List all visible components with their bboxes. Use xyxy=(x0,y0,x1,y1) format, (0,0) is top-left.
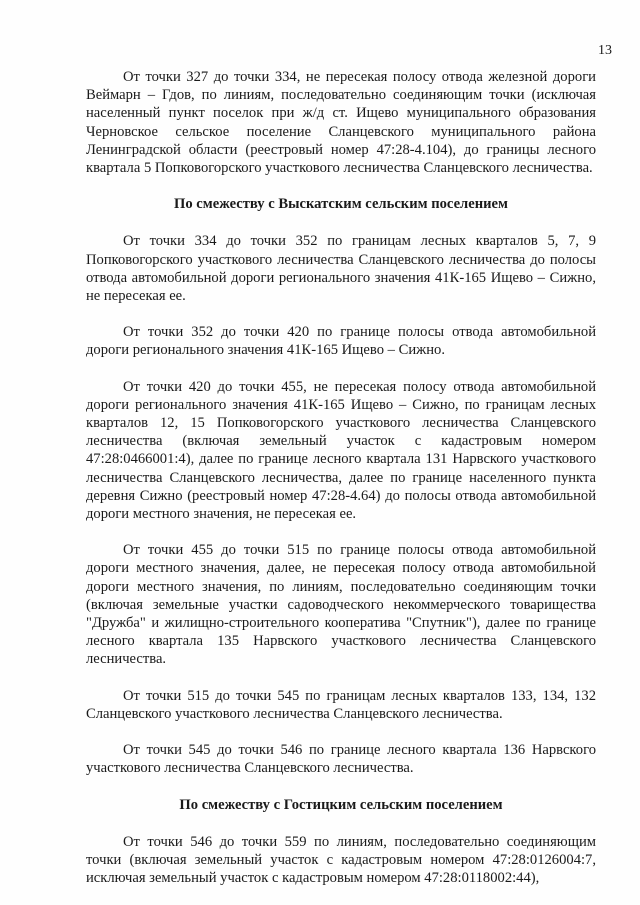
paragraph-points-545-546: От точки 545 до точки 546 по границе лесного квартала 136 Нарвского участкового лесничества Сланцевского лесничества. xyxy=(86,742,596,777)
paragraph-points-455-515: От точки 455 до точки 515 по границе полосы отвода автомобильной дороги местного значения, далее, не пересекая полосу отвода автомобильной дороги местного значения, по линиям, последовательно соединяющим точки (включая земельные участки садоводческого некоммерческого товарищества "Дружба" и жилищно-строительного кооператива "Спутник"), далее по границе лесного квартала 135 Нарвского участкового лесничества Сланцевского лесничества. xyxy=(86,542,596,668)
paragraph-points-352-420: От точки 352 до точки 420 по границе полосы отвода автомобильной дороги регионального значения 41К-165 Ищево – Сижно. xyxy=(86,324,596,359)
document-body xyxy=(86,68,596,887)
paragraph-points-515-545: От точки 515 до точки 545 по границам лесных кварталов 133, 134, 132 Сланцевского участкового лесничества Сланцевского лесничества. xyxy=(86,687,596,722)
paragraph-points-334-352: От точки 334 до точки 352 по границам лесных кварталов 5, 7, 9 Попковогорского участкового лесничества Сланцевского лесничества до полосы отвода автомобильной дороги регионального значения 41К-165 Ищево – Сижно, не пересекая ее. xyxy=(86,233,596,305)
page-number: 13 xyxy=(598,43,612,58)
paragraph-points-420-455: От точки 420 до точки 455, не пересекая полосу отвода автомобильной дороги регионального значения 41К-165 Ищево – Сижно, по границам лесных кварталов 12, 15 Попковогорского участкового лесничества Сланцевского лесничества (включая земельный участок с кадастровым номером 47:28:0466001:4), далее по границе лесного квартала 131 Нарвского участкового лесничества Сланцевского лесничества, далее по границе населенного пункта деревня Сижно (реестровый номер 47:28-4.64) до полосы отвода автомобильной дороги местного значения, не пересекая ее. xyxy=(86,378,596,523)
paragraph-points-327-334: От точки 327 до точки 334, не пересекая полосу отвода железной дороги Веймарн – Гдов, по линиям, последовательно соединяющим точки (исключая населенный пункт поселок при ж/д ст. Ищево муниципального образования Черновское сельское поселение Сланцевского муниципального района Ленинградской области (реестровый номер 47:28-4.104), до границы лесного квартала 5 Попковогорского участкового лесничества Сланцевского лесничества. xyxy=(86,69,596,177)
section-heading-gostitskoe: По смежеству с Гостицким сельским поселением xyxy=(179,796,503,813)
section-heading-vyskatskoe: По смежеству с Выскатским сельским поселением xyxy=(174,196,508,213)
paragraph-points-546-559: От точки 546 до точки 559 по линиям, последовательно соединяющим точки (включая земельный участок с кадастровым номером 47:28:0126004:7, исключая земельный участок с кадастровым номером 47:28:0118002:44), xyxy=(86,833,596,887)
